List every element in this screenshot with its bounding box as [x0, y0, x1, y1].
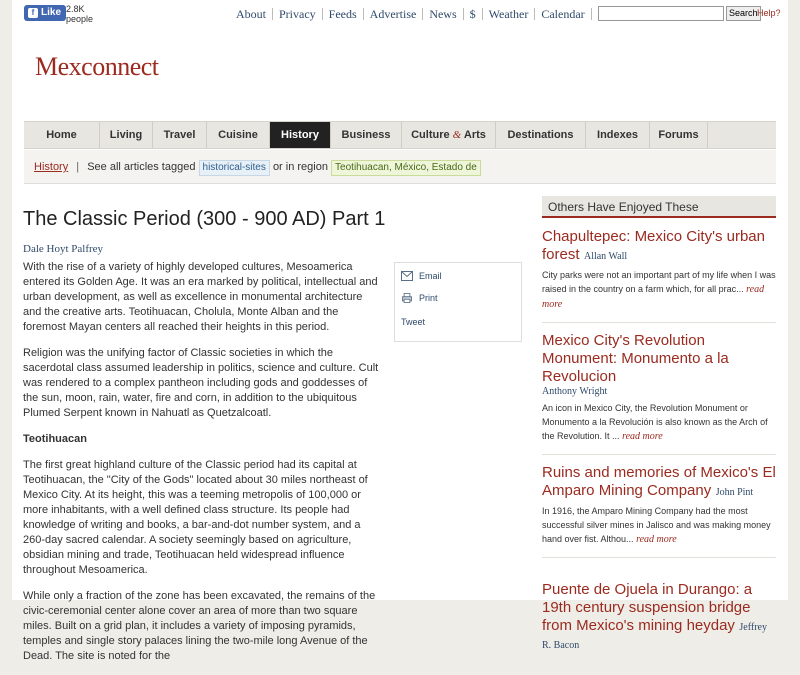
- share-print-label: Print: [419, 293, 438, 303]
- read-more-link[interactable]: read more: [622, 431, 663, 442]
- tag-region[interactable]: Teotihuacan, México, Estado de: [331, 160, 481, 176]
- top-bar: [12, 0, 788, 30]
- facebook-like-button[interactable]: [24, 5, 66, 21]
- sidebar-article-title[interactable]: Chapultepec: Mexico City's urban forest: [542, 228, 765, 263]
- sidebar-article-summary: [542, 268, 776, 312]
- sidebar-article-excerpt: City parks were not an important part of my life when I was raised in the country on a farm which, for all prac...: [542, 270, 776, 294]
- share-email[interactable]: [401, 271, 442, 281]
- nav-business[interactable]: Business: [331, 122, 402, 148]
- site-logo[interactable]: Mexconnect: [35, 52, 159, 81]
- nav-forums[interactable]: Forums: [650, 122, 708, 148]
- like-count-number: 2.8K: [66, 4, 85, 14]
- topnav-privacy[interactable]: Privacy: [272, 8, 322, 20]
- facebook-icon: f: [28, 8, 38, 18]
- page: [12, 0, 788, 662]
- nav-arts-label: Arts: [463, 129, 486, 141]
- search-input[interactable]: [598, 6, 724, 21]
- search-help-link[interactable]: Help?: [757, 8, 781, 18]
- article-author[interactable]: Dale Hoyt Palfrey: [23, 243, 104, 255]
- share-email-label: Email: [419, 271, 442, 281]
- article-paragraph: The first great highland culture of the Classic period had its capital at Teotihuacan, the "City of the Gods" located about 30 miles northeast of Mexico City. At its height, this was a teeming metropolis of 100,000 or more inhabitants, with a well defined class structure. Its people had knowledge of writing and books, a bar-and-dot number system, and a 260-day sacred calendar. A society seemingly based on agriculture, obsidian mining and trade, Teotihuacan held widespread influence throughout Mesoamerica.: [23, 459, 368, 576]
- facebook-like-label: Like: [41, 7, 62, 18]
- search-button[interactable]: Search: [726, 6, 761, 21]
- sidebar-article-header: [542, 464, 776, 500]
- nav-destinations[interactable]: Destinations: [496, 122, 586, 148]
- like-count-unit: people: [66, 14, 94, 24]
- sidebar: [542, 196, 776, 672]
- sidebar-article-summary: [542, 504, 776, 547]
- article-body: [23, 260, 383, 675]
- nav-culture-label: Culture: [411, 129, 450, 141]
- topnav-advertise[interactable]: Advertise: [363, 8, 423, 20]
- sidebar-article-title[interactable]: Ruins and memories of Mexico's El Amparo Mining Company: [542, 464, 776, 499]
- breadcrumb-history[interactable]: History: [34, 161, 69, 173]
- article-paragraph: With the rise of a variety of highly developed cultures, Mesoamerica entered its Golden Age. It was an era marked by political, intellectual and urban development, as well as excellence in monumental architecture and the creative arts. Teotihuacan, Cholula, Monte Alban and the foremost Mayan centers all reached their heights in this period.: [23, 261, 378, 333]
- sidebar-article-excerpt: An icon in Mexico City, the Revolution Monument or Monumento a la Revolución is also known as the Arch of the Revolution. It ...: [542, 403, 768, 441]
- sidebar-article: [542, 332, 776, 455]
- sidebar-article-author[interactable]: Anthony Wright: [542, 386, 608, 397]
- nav-ampersand: &: [452, 129, 462, 141]
- article-paragraph: Religion was the unifying factor of Classic societies in which the sacerdotal class assumed leadership in politics, science and culture. Cult was rendered to a complex pantheon including gods and goddesses of the sun, moon, rain, water, fire and corn, in addition to the ubiquitous Plumed Serpent known in Nahuatl as Quetzalcoatl.: [23, 347, 379, 419]
- sidebar-article-header: [542, 581, 776, 653]
- sidebar-article: [542, 464, 776, 558]
- sidebar-article-header: [542, 228, 776, 264]
- topnav-about[interactable]: About: [236, 7, 266, 21]
- nav-travel[interactable]: Travel: [153, 122, 207, 148]
- sidebar-heading: Others Have Enjoyed These: [542, 196, 776, 218]
- breadcrumb-separator: |: [76, 161, 80, 173]
- nav-history[interactable]: History: [270, 122, 331, 148]
- share-tweet[interactable]: [401, 317, 425, 327]
- read-more-link[interactable]: read more: [636, 534, 677, 545]
- nav-living[interactable]: Living: [100, 122, 153, 148]
- topnav-feeds[interactable]: Feeds: [322, 8, 363, 20]
- nav-culture-arts[interactable]: [402, 122, 496, 148]
- share-tweet-label: Tweet: [401, 317, 426, 327]
- sidebar-article-author[interactable]: Allan Wall: [583, 251, 628, 262]
- nav-indexes[interactable]: Indexes: [586, 122, 650, 148]
- share-print[interactable]: [401, 293, 438, 303]
- topnav-weather[interactable]: Weather: [482, 8, 535, 20]
- nav-home[interactable]: Home: [24, 122, 100, 148]
- article-title: The Classic Period (300 - 900 AD) Part 1: [23, 208, 386, 230]
- topnav-money[interactable]: $: [463, 8, 482, 20]
- breadcrumb-see-all: See all articles tagged: [87, 161, 196, 173]
- sidebar-article-summary: [542, 401, 776, 444]
- breadcrumb-or-region: or in region: [272, 161, 328, 173]
- breadcrumb: [24, 150, 776, 184]
- topnav-news[interactable]: News: [422, 8, 462, 20]
- print-icon: [401, 293, 413, 303]
- sidebar-article: [542, 567, 776, 663]
- nav-cuisine[interactable]: Cuisine: [207, 122, 270, 148]
- facebook-like-count: [66, 4, 102, 24]
- main-nav: [24, 121, 776, 149]
- read-more-link[interactable]: read more: [542, 284, 765, 310]
- utility-nav: [230, 8, 627, 20]
- article-subheading: Teotihuacan: [23, 433, 87, 445]
- tag-historical-sites[interactable]: historical-sites: [199, 160, 270, 176]
- sidebar-article-author[interactable]: John Pint: [715, 487, 754, 498]
- sidebar-article-excerpt: In 1916, the Amparo Mining Company had the most successful silver mines in Jalisco and was making money hand over fist. Althou...: [542, 506, 771, 544]
- share-box: [394, 262, 522, 342]
- sidebar-article-title[interactable]: Puente de Ojuela in Durango: a 19th century suspension bridge from Mexico's mining heyday: [542, 581, 753, 634]
- sidebar-article-author[interactable]: Jeffrey R. Bacon: [542, 622, 767, 651]
- topnav-calendar[interactable]: Calendar: [534, 8, 590, 20]
- sidebar-article: [542, 228, 776, 323]
- email-icon: [401, 271, 413, 281]
- sidebar-article-title[interactable]: Mexico City's Revolution Monument: Monumento a la Revolucion: [542, 332, 729, 385]
- article-paragraph: While only a fraction of the zone has been excavated, the remains of the civic-ceremonial center alone cover an area of more than two square miles. Built on a grid plan, it includes a variety of imposing pyramids, temples and single story palaces lining the two-mile long Avenue of the Dead. The site is noted for the: [23, 590, 376, 662]
